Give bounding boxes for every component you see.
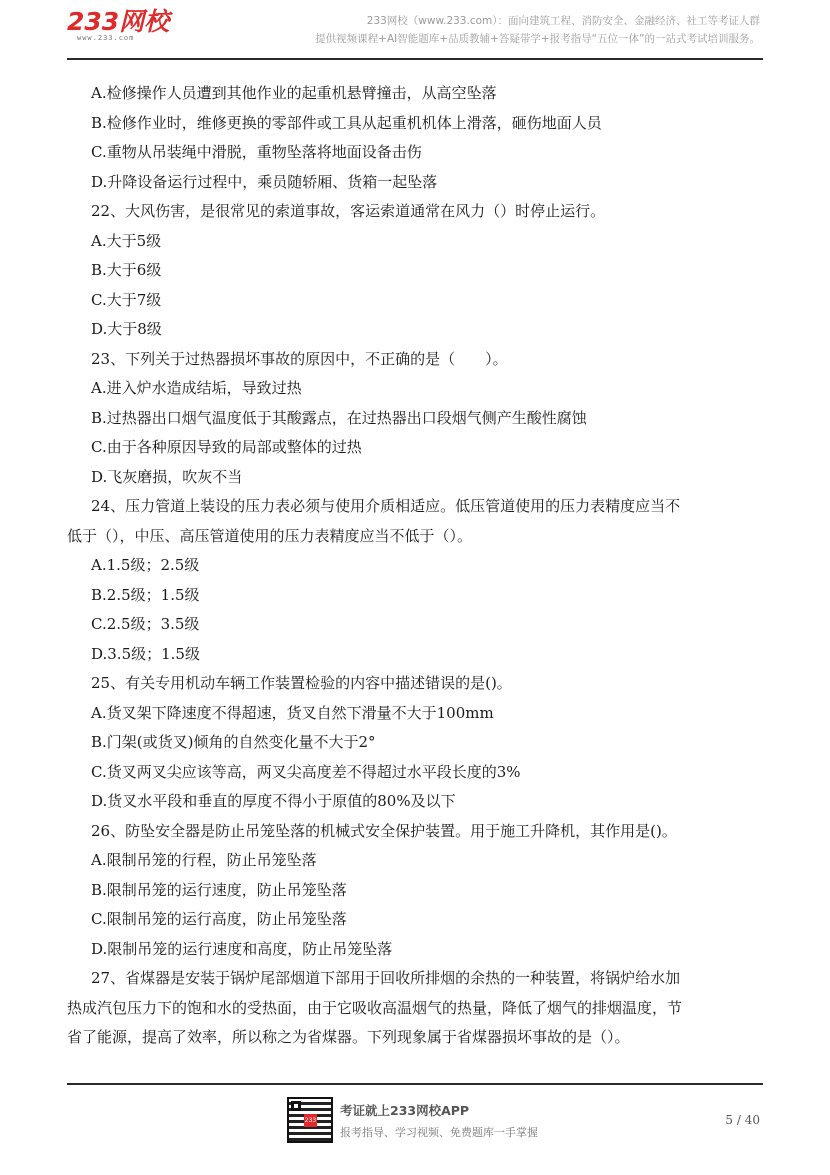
- question-text: 22、大风伤害，是很常见的索道事故，客运索道通常在风力（）时停止运行。: [91, 202, 606, 220]
- logo-233: [67, 8, 169, 42]
- logo-text: 233网校: [67, 7, 170, 36]
- answer-option: B.门架(或货叉)倾角的自然变化量不大于2°: [91, 733, 376, 751]
- answer-option: C.大于7级: [91, 290, 162, 309]
- page-header: [0, 0, 830, 60]
- page-number: 5 / 40: [725, 1113, 760, 1127]
- answer-option: D.货叉水平段和垂直的厚度不得小于原值的80%及以下: [91, 792, 456, 810]
- answer-option: A.1.5级；2.5级: [91, 556, 200, 574]
- answer-option: A.限制吊笼的行程，防止吊笼坠落: [91, 851, 317, 869]
- document-body: [67, 79, 767, 1053]
- answer-option: B.2.5级；1.5级: [91, 585, 200, 604]
- question-text: 25、有关专用机动车辆工作装置检验的内容中描述错误的是()。: [91, 674, 512, 692]
- footer-app-subtitle: 报考指导、学习视频、免费题库一手掌握: [340, 1126, 538, 1139]
- question-text-continued: 热成汽包压力下的饱和水的受热面，由于它吸收高温烟气的热量，降低了烟气的排烟温度，节: [67, 998, 683, 1017]
- answer-option: A.进入炉水造成结垢，导致过热: [91, 379, 302, 397]
- question-text: 27、省煤器是安装于锅炉尾部烟道下部用于回收所排烟的余热的一种装置，将锅炉给水加: [91, 969, 681, 987]
- header-divider: [67, 58, 763, 60]
- footer-divider: [67, 1083, 763, 1085]
- header-tagline-line1: 233网校（www.233.com）：面向建筑工程、消防安全、金融经济、社工等考证人群: [366, 15, 760, 27]
- answer-option: A.货叉架下降速度不得超速，货叉自然下滑量不大于100mm: [91, 703, 494, 722]
- header-tagline-line2: 提供视频课程+AI智能题库+品质教辅+答疑带学+报考指导“五位一体”的一站式考试培训服务。: [315, 33, 760, 45]
- question-text: 24、压力管道上装设的压力表必须与使用介质相适应。低压管道使用的压力表精度应当不: [91, 497, 681, 515]
- answer-option: B.检修作业时，维修更换的零部件或工具从起重机机体上滑落，砸伤地面人员: [91, 113, 602, 132]
- header-tagline: [315, 12, 760, 48]
- answer-option: B.限制吊笼的运行速度，防止吊笼坠落: [91, 880, 347, 899]
- qr-code-icon: [287, 1097, 333, 1143]
- answer-option: D.限制吊笼的运行速度和高度，防止吊笼坠落: [91, 939, 393, 958]
- question-text-continued: 省了能源，提高了效率，所以称之为省煤器。下列现象属于省煤器损坏事故的是（）。: [67, 1028, 630, 1046]
- footer-app-title: 考证就上233网校APP: [340, 1103, 470, 1118]
- question-text: 23、下列关于过热器损坏事故的原因中，不正确的是（ ）。: [91, 349, 508, 368]
- answer-option: B.大于6级: [91, 261, 162, 279]
- answer-option: D.升降设备运行过程中，乘员随轿厢、货箱一起坠落: [91, 172, 438, 191]
- answer-option: C.由于各种原因导致的局部或整体的过热: [91, 438, 362, 456]
- answer-option: A.大于5级: [91, 231, 162, 250]
- answer-option: D.大于8级: [91, 320, 162, 338]
- answer-option: A.检修操作人员遭到其他作业的起重机悬臂撞击，从高空坠落: [91, 84, 497, 102]
- answer-option: D.3.5级；1.5级: [91, 644, 200, 663]
- answer-option: C.限制吊笼的运行高度，防止吊笼坠落: [91, 910, 347, 928]
- answer-option: C.重物从吊装绳中滑脱，重物坠落将地面设备击伤: [91, 143, 422, 161]
- answer-option: C.2.5级；3.5级: [91, 615, 200, 633]
- question-text-continued: 低于（），中压、高压管道使用的压力表精度应当不低于（）。: [67, 526, 473, 545]
- logo-url: www.233.com: [77, 34, 135, 42]
- answer-option: B.过热器出口烟气温度低于其酸露点，在过热器出口段烟气侧产生酸性腐蚀: [91, 408, 587, 427]
- qr-badge: 233: [304, 1114, 317, 1127]
- answer-option: D.飞灰磨损，吹灰不当: [91, 467, 243, 486]
- question-text: 26、防坠安全器是防止吊笼坠落的机械式安全保护装置。用于施工升降机，其作用是()。: [91, 821, 677, 840]
- answer-option: C.货叉两叉尖应该等高，两叉尖高度差不得超过水平段长度的3%: [91, 762, 521, 781]
